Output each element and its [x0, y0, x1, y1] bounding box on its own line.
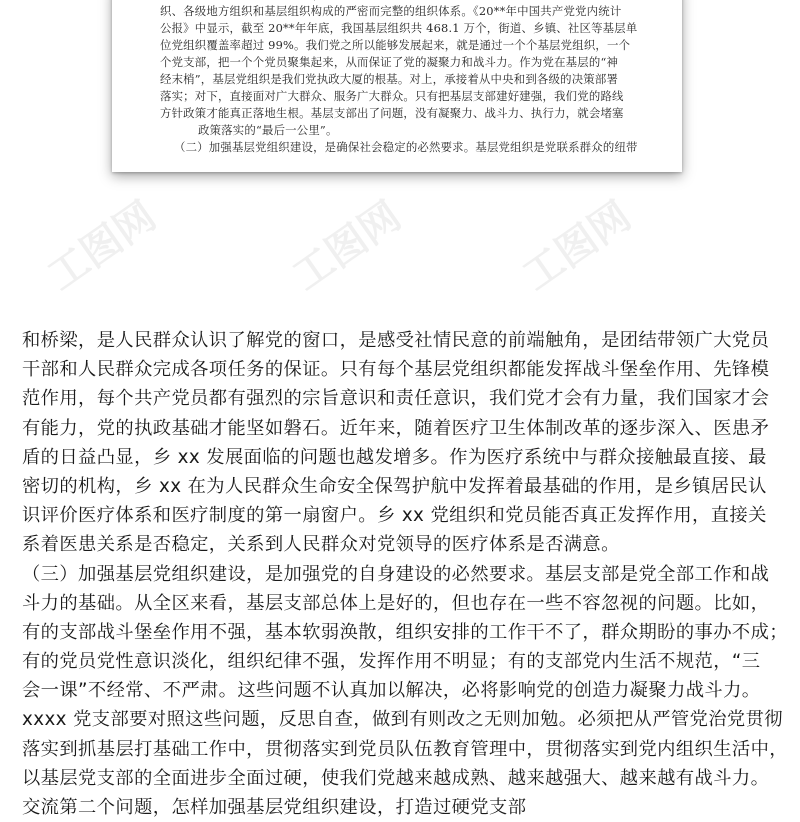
watermark: 工图网 [514, 193, 640, 300]
body-text-line: 盾的日益凸显，乡 xx 发展面临的问题也越发增多。作为医疗系统中与群众接触最直接、最 [22, 446, 767, 468]
preview-text-line: 方针政策才能真正落地生根。基层支部出了问题，没有凝聚力、战斗力、执行力，就会堵塞 [160, 106, 624, 120]
body-text-line: 交流第二个问题，怎样加强基层党组织建设，打造过硬党支部 [22, 797, 527, 818]
body-text-line: 会一课”不经常、不严肃。这些问题不认真加以解决，必将影响党的创造力凝聚力战斗力。 [22, 680, 761, 702]
preview-text-line: 公报》中显示，截至 20**年年底，我国基层组织共 468.1 万个，街道、乡镇、社区等基层单 [160, 21, 638, 35]
preview-text-line: 经末梢”，基层党组织是我们党执政大厦的根基。对上，承接着从中央和到各级的决策部署 [160, 72, 619, 86]
body-text-line: （三）加强基层党组织建设，是加强党的自身建设的必然要求。基层支部是党全部工作和战 [22, 563, 770, 585]
preview-text-line: （二）加强基层党组织建设，是确保社会稳定的必然要求。基层党组织是党联系群众的纽带 [174, 140, 638, 154]
watermark: 工图网 [39, 193, 165, 300]
body-text-line: 范作用，每个共产党员都有强烈的宗旨意识和责任意识，我们党才会有力量，我们国家才会 [22, 388, 770, 410]
body-text-line: 以基层党支部的全面进步全面过硬，使我们党越来越成熟、越来越强大、越来越有战斗力。 [22, 767, 770, 789]
body-text-line: 密切的机构，乡 xx 在为人民群众生命安全保驾护航中发挥着最基础的作用，是乡镇居民认 [22, 475, 767, 497]
body-text [22, 326, 788, 822]
body-text-line: 有能力，党的执政基础才能坚如磐石。近年来，随着医疗卫生体制改革的逐步深入、医患矛 [22, 417, 770, 439]
body-text-line: 有的党员党性意识淡化，组织纪律不强，发挥作用不明显；有的支部党内生活不规范，“三 [22, 651, 761, 673]
document-preview-card [112, 0, 682, 172]
watermark: 工图网 [284, 193, 410, 300]
body-text-line: 落实到抓基层打基础工作中，贯彻落实到党员队伍教育管理中，贯彻落实到党内组织生活中， [22, 738, 788, 760]
preview-zone [0, 0, 800, 300]
preview-text-line: 织、各级地方组织和基层组织构成的严密而完整的组织体系。《20**年中国共产党党内统计 [160, 4, 622, 18]
body-text-line: 系着医患关系是否稳定，关系到人民群众对党领导的医疗体系是否满意。 [22, 534, 620, 556]
preview-text-line: 政策落实的“最后一公里”。 [198, 123, 338, 137]
preview-text-line: 落实；对下，直接面对广大群众、服务广大群众。只有把基层支部建好建强，我们党的路线 [160, 89, 624, 103]
preview-text-line: 位党组织覆盖率超过 99%。我们党之所以能够发展起来，就是通过一个个基层党组织，一个 [160, 38, 631, 52]
body-text-line: 识评价医疗体系和医疗制度的第一扇窗户。乡 xx 党组织和党员能否真正发挥作用，直接关 [22, 505, 767, 527]
body-text-line: 和桥梁，是人民群众认识了解党的窗口，是感受社情民意的前端触角，是团结带领广大党员 [22, 330, 770, 351]
body-text-line: 斗力的基础。从全区来看，基层支部总体上是好的，但也存在一些不容忽视的问题。比如， [22, 592, 770, 614]
preview-text-line: 个党支部，把一个个党员聚集起来，从而保证了党的凝聚力和战斗力。作为党在基层的“神 [160, 55, 619, 69]
body-text-line: 干部和人民群众完成各项任务的保证。只有每个基层党组织都能发挥战斗堡垒作用、先锋模 [22, 359, 770, 381]
body-text-line: 有的支部战斗堡垒作用不强，基本软弱涣散，组织安排的工作干不了，群众期盼的事办不成； [22, 621, 788, 643]
body-text-line: xxxx 党支部要对照这些问题，反思自查，做到有则改之无则加勉。必须把从严管党治党贯彻 [22, 709, 783, 731]
